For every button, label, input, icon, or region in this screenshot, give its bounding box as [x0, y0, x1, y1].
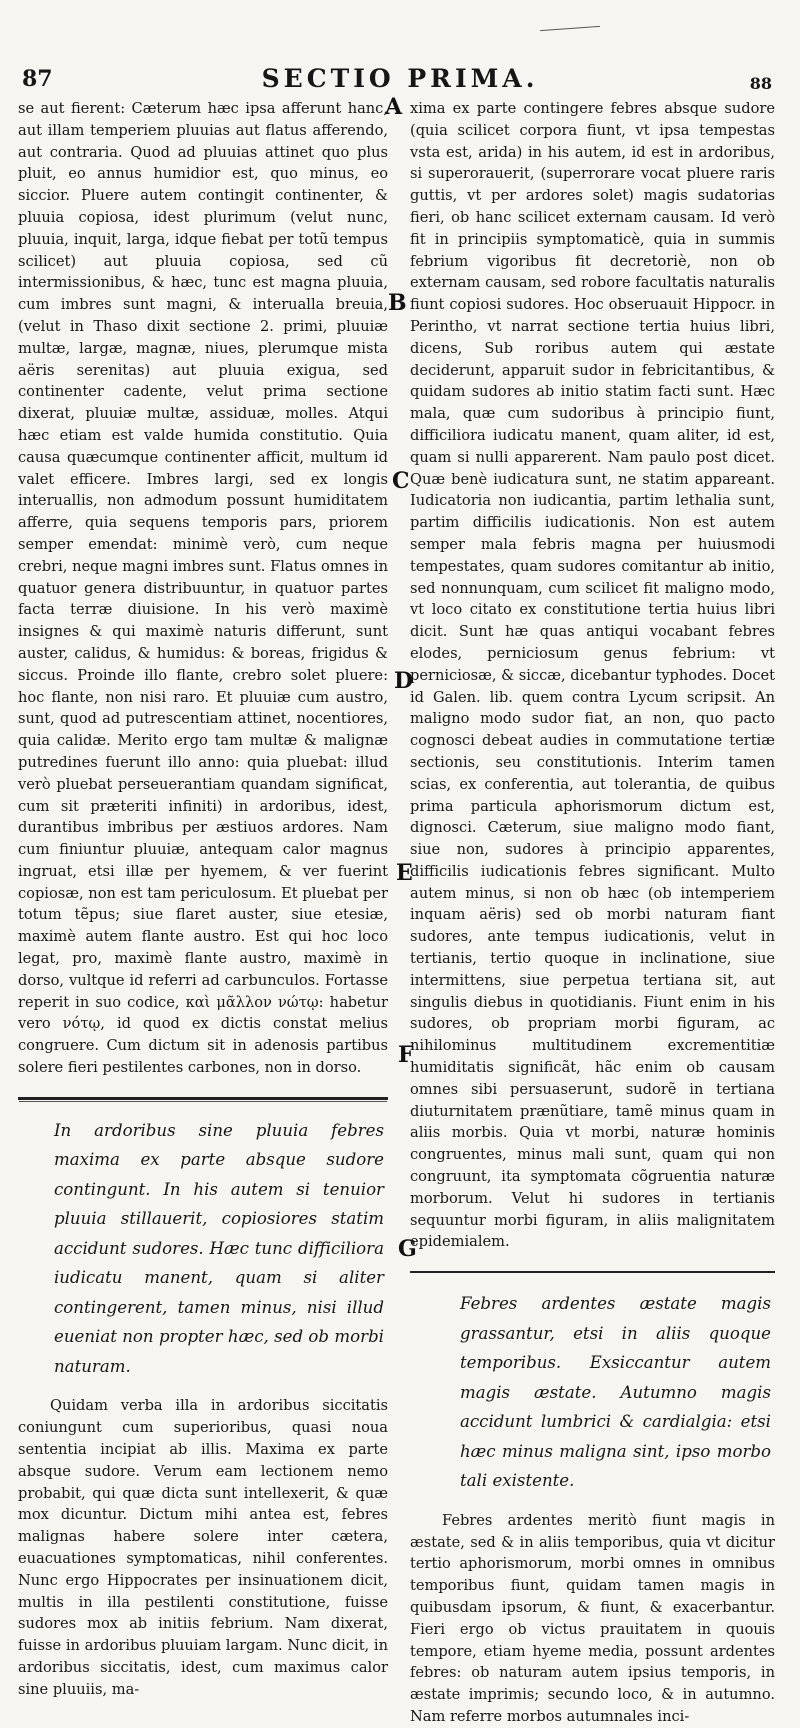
right-page-number: 88 [749, 74, 772, 93]
right-commentary-top: xima ex parte contingere febres absque sudore (quia scilicet corpora fiunt, vt ipsa tempestas vsta est, arida) in his autem, id est in ardoribus, si superorauerit, (superrorare vocat pluere raris guttis, vt per ardores solet) magis sudatorias fieri, ob hanc scilicet externam causam. Id verò fit in principiis symptomaticè, quia in summis febrium vigoribus fit decretoriè, non ob externam causam, sed robore facultatis naturalis fiunt copiosi sudores. Hoc obseruauit Hippocr. in Perintho, vt narrat sectione tertia huius libri, dicens, Sub roribus autem qui æstate deciderunt, apparuit sudor in febricitantibus, & quidam sudores ab initio statim facti sunt. Hæc mala, quæ cum sudoribus à principio fiunt, difficiliora iudicatu manent, quam aliter, id est, quam si nulli apparerent. Nam paulo post dicet. Quæ benè iudicatura sunt, ne statim appareant. Iudicatoria non iudicantia, partim lethalia sunt, partim difficilis iudicationis. Non est autem semper mala febris magna per huiusmodi tempestates, quam sudores comitantur ab initio, sed nonnunquam, cum scilicet fit maligno modo, vt loco citato ex constitutione tertia huius libri dicit. Sunt hæ quas antiqui vocabant febres elodes, perniciosum genus febrium: vt perniciosæ, & siccæ, dicebantur typhodes. Docet id Galen. lib. quem contra Lycum scripsit. An maligno modo sudor fiat, an non, quo pacto cognosci debeat audies in commutatione tertiæ sectionis, seu constitutionis. Interim tamen scias, ex conferentia, aut tolerantia, de quibus prima particula aphorismorum dictum est, dignosci. Cæterum, siue maligno modo fiant, siue non, sudores à principio apparentes, difficilis iudicationis febres significant. Multo autem minus, si non ob hæc (ob intemperiem inquam aëris) sed ob morbi naturam fiant sudores, ante tempus iudicationis, velut in tertianis, tertio quoque in inclinatione, siue intermittens, siue perpetua tertiana sit, aut singulis diebus in quotidianis. Fiunt enim in his sudores, ob propriam morbi figuram, ac nihilominus multitudinem excrementitiæ humiditatis significãt, hãc enim ob causam omnes sibi persuaserunt, sudorẽ in tertiana diuturnitatem prænũtiare, tamẽ minus quam in aliis morbis. Quia vt morbi, naturæ hominis congruentes, minus mali sunt, quam qui non congruunt, ita symptomata cõgruentia naturæ morborum. Velut hi sudores in tertianis sequuntur morbi figuram, in aliis malignitatem epidemialem. [410, 100, 775, 1251]
margin-letter-a: A [385, 94, 403, 120]
margin-letter-b: B [388, 290, 407, 316]
ink-dash [540, 26, 600, 31]
left-column [18, 98, 388, 1698]
left-section-rule [18, 1097, 388, 1100]
right-section-rule [410, 1271, 775, 1273]
margin-letter-f: F [398, 1042, 414, 1068]
left-commentary-top: se aut fierent: Cæterum hæc ipsa afferunt hanc, aut illam temperiem pluuias aut flatus afferendo, aut contraria. Quod ad pluuias attinet quo plus pluit, eo annus humidior est, quo minus, eo siccior. Pluere autem contingit continenter, & pluuia copiosa, idest plurimum (velut nunc, pluuia, inquit, larga, idque fiebat per totũ tempus scilicet) aut pluuia copiosa, sed cũ intermissionibus, & hæc, tunc est magna pluuia, cum imbres sunt magni, & interualla breuia, (velut in Thaso dixit sectione 2. primi, pluuiæ multæ, largæ, magnæ, niues, plerumque mista aëris serenitas) aut pluuia exigua, sed continenter cadente, velut prima sectione dixerat, pluuiæ multæ, assiduæ, molles. Atqui hæc etiam est valde humida constitutio. Quia causa quæcumque continenter afficit, multum id valet efficere. Imbres largi, sed ex longis interuallis, non admodum possunt humiditatem afferre, quia sequens temporis pars, priorem semper emendat: minimè verò, cum neque crebri, neque magni imbres sunt. Flatus omnes in quatuor genera distribuuntur, in quatuor partes facta terræ diuisione. In his verò maximè insignes & qui maximè naturis differunt, sunt auster, calidus, & humidus: & boreas, frigidus & siccus. Proinde illo flante, crebro solet pluere: hoc flante, non nisi raro. Et pluuiæ cum austro, sunt, quod ad putrescentiam attinet, nocentiores, quia calidæ. Merito ergo tam multæ & malignæ putredines fuerunt illo anno: quia pluebat: illud verò pluebat perseuerantiam quandam significat, cum sit præteriti infiniti) in ardoribus, idest, durantibus imbribus per æstiuos ardores. Nam cum finiuntur pluuiæ, antequam calor magnus ingruat, etsi illæ per hyemem, & ver fuerint copiosæ, non est tam periculosum. Et pluebat per totum tẽpus; siue flaret auster, siue etesiæ, maximè autem flante austro. Est qui hoc loco legat, pro, maximè flante austro, maximè in dorso, vultque id referri ad carbunculos. Fortasse reperit in suo codice, καὶ μᾶλλον νώτῳ: habetur vero νότῳ, id quod ex dictis constat melius congruere. Cum dictum sit in adenosis partibus solere fieri pestilentes carbones, non in dorso. [18, 100, 388, 1077]
right-commentary-bottom: Febres ardentes meritò fiunt magis in æstate, sed & in aliis temporibus, quia vt dicitur tertio aphorismorum, morbi omnes in omnibus temporibus fiunt, quidam tamen magis in quibusdam ipsorum, & fiunt, & exacerbantur. Fieri ergo ob victus prauitatem in quouis tempore, etiam hyeme media, possunt ardentes febres: ob naturam autem ipsius temporis, in æstate imprimis; secundo loco, & in autumno. Nam referre morbos autumnales inci- [410, 1511, 775, 1725]
margin-letter-e: E [396, 860, 413, 886]
right-aphorism: Febres ardentes æstate magis grassantur, etsi in aliis quoque temporibus. Exsiccantur autem magis æstate. Autumno magis accidunt lumbrici & cardialgia: etsi hæc minus maligna sint, ipso morbo tali existente. [460, 1294, 771, 1491]
margin-letter-c: C [392, 468, 410, 494]
margin-letter-d: D [394, 668, 414, 694]
right-column [410, 98, 775, 1725]
running-title: SECTIO PRIMA. [261, 64, 539, 93]
left-commentary-bottom: Quidam verba illa in ardoribus siccitatis coniungunt cum superioribus, quasi noua sententia incipiat ab illis. Maxima ex parte absque sudore. Verum eam lectionem nemo probabit, qui quæ dicta sunt intellexerit, & quæ mox dicuntur. Dictum mihi antea est, febres malignas habere solere inter cætera, euacuationes symptomaticas, nihil conferentes. Nunc ergo Hippocrates per insinuationem dicit, multis in illa pestilenti constitutione, fuisse sudores mox ab initiis febrium. Nam dixerat, fuisse in ardoribus pluuiam largam. Nunc dicit, in ardoribus siccitatis, idest, cum maximus calor sine pluuiis, ma- [18, 1397, 388, 1698]
left-aphorism: In ardoribus sine pluuia febres maxima ex parte absque sudore contingunt. In his autem si tenuior pluuia stillauerit, copiosiores statim accidunt sudores. Hæc tunc difficiliora iudicatu manent, quam si aliter contingerent, tamen minus, nisi illud eueniat non propter hæc, sed ob morbi naturam. [54, 1120, 384, 1376]
left-page-number: 87 [22, 66, 53, 92]
margin-letter-g: G [398, 1236, 417, 1262]
